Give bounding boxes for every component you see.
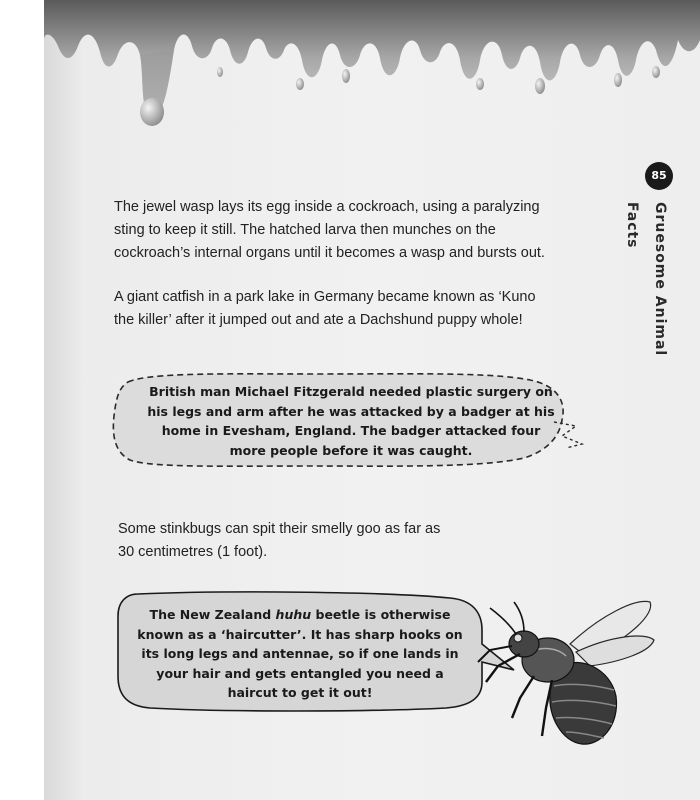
page-number-badge: 85 [645,162,673,190]
badger-bubble-text [126,382,576,460]
fact-line: 30 centimetres (1 foot). [118,544,268,560]
bubble-line: The New Zealand huhu beetle is otherwise [149,607,451,622]
bubble-line: its long legs and antennae, so if one lands in [141,646,459,661]
bubble-line: known as a ‘haircutter’. It has sharp hooks on [137,626,463,642]
fact-line: A giant catfish in a park lake in Germany became known as ‘Kuno [114,289,536,305]
book-page [44,0,700,800]
fact-line: Some stinkbugs can spit their smelly goo as far as [118,521,441,537]
section-title: Gruesome Animal Facts [624,202,668,357]
slime-drips-decoration [44,0,700,140]
bubble-line: your hair and gets entangled you need a [156,665,444,681]
huhu-bubble-text [120,605,480,703]
huhu-beetle-icon [450,586,660,766]
bubble-line: haircut to get it out! [227,685,373,700]
fact-line: cockroach’s internal organs until it becomes a wasp and bursts out. [114,245,545,261]
italic-word: huhu [275,607,312,622]
fact-catfish [114,286,536,332]
fact-line: sting to keep it still. The hatched larva then munches on the [114,222,496,238]
fact-line: The jewel wasp lays its egg inside a cockroach, using a paralyzing [114,199,540,215]
bubble-line: more people before it was caught. [229,442,473,458]
bubble-line: British man Michael Fitzgerald needed plastic surgery on [149,384,553,399]
bubble-line: his legs and arm after he was attacked by a badger at his [147,403,555,419]
bubble-line: home in Evesham, England. The badger attacked four [161,423,541,438]
fact-jewel-wasp [114,196,545,265]
fact-stinkbug [118,518,440,564]
fact-line: the killer’ after it jumped out and ate a Dachshund puppy whole! [114,312,523,328]
